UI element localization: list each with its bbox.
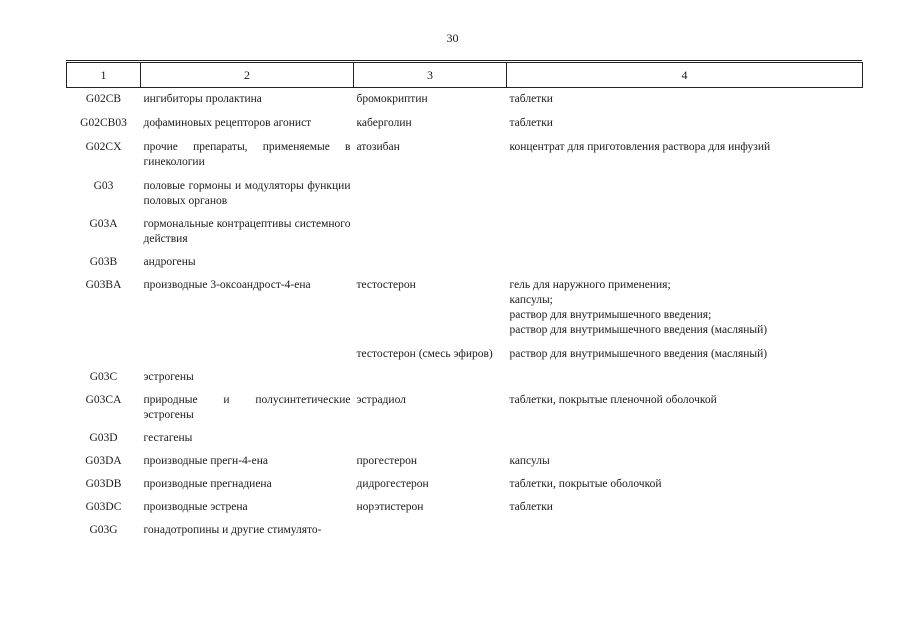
table-row xyxy=(67,107,863,131)
group-name: ингибиторы пролактина xyxy=(143,93,262,105)
table-row xyxy=(67,170,863,209)
substance-name: каберголин xyxy=(356,117,412,129)
dosage-forms xyxy=(507,469,863,492)
dosage-forms xyxy=(507,385,863,423)
dosage-form: таблетки, покрытые оболочкой xyxy=(509,478,662,490)
substance-name: тестостерон xyxy=(356,279,416,291)
table-row xyxy=(67,423,863,446)
table-row xyxy=(67,338,863,362)
dosage-forms xyxy=(507,270,863,338)
substance-name: бромокриптин xyxy=(356,93,428,105)
table-row xyxy=(67,131,863,170)
table-body xyxy=(67,88,863,539)
dosage-forms xyxy=(507,131,863,170)
column-header: 1 xyxy=(67,63,141,88)
group-name: производные прегнадиена xyxy=(143,478,272,490)
column-header: 2 xyxy=(141,63,354,88)
group-name: прочие препараты, применяемые в гинекологии xyxy=(143,141,351,168)
table-row xyxy=(67,446,863,469)
dosage-forms xyxy=(507,209,863,247)
dosage-form: гель для наружного применения; xyxy=(509,279,671,291)
table-row xyxy=(67,362,863,385)
substance-name xyxy=(354,209,507,247)
substance-name: эстрадиол xyxy=(356,394,406,406)
group-name: половые гормоны и модуляторы функции половых органов xyxy=(143,180,351,207)
group-name: дофаминовых рецепторов агонист xyxy=(143,117,312,129)
atc-code: G03B xyxy=(89,256,118,268)
group-name: производные прегн-4-ена xyxy=(143,455,268,467)
group-name xyxy=(141,338,354,362)
dosage-form: капсулы xyxy=(509,455,550,467)
table-row xyxy=(67,469,863,492)
atc-code: G03CA xyxy=(85,394,122,406)
atc-code: G03C xyxy=(89,371,118,383)
dosage-forms xyxy=(507,423,863,446)
dosage-form: таблетки xyxy=(509,93,553,105)
substance-name xyxy=(354,515,507,538)
substance-name xyxy=(354,423,507,446)
dosage-form: капсулы; xyxy=(509,294,553,306)
group-name: андрогены xyxy=(143,256,196,268)
atc-code: G03DB xyxy=(85,478,122,490)
dosage-forms xyxy=(507,515,863,538)
atc-code: G02CB xyxy=(85,93,122,105)
group-name: производные 3-оксоандрост-4-ена xyxy=(143,279,311,291)
dosage-forms xyxy=(507,247,863,270)
dosage-forms xyxy=(507,338,863,362)
table-row xyxy=(67,270,863,338)
medicines-table xyxy=(66,62,863,538)
atc-code: G03G xyxy=(89,524,118,536)
dosage-form: таблетки, покрытые пленочной оболочкой xyxy=(509,394,717,406)
dosage-forms xyxy=(507,446,863,469)
substance-name: дидрогестерон xyxy=(356,478,429,490)
table-row xyxy=(67,88,863,108)
atc-code: G03A xyxy=(89,218,118,230)
group-name: гормональные контрацептивы системного действия xyxy=(143,218,351,245)
group-name: эстрогены xyxy=(143,371,194,383)
atc-code: G02CB03 xyxy=(80,117,127,129)
substance-name: норэтистерон xyxy=(356,501,424,513)
page-number: 30 xyxy=(446,31,459,45)
top-rule xyxy=(66,60,862,61)
atc-code: G03BA xyxy=(85,279,122,291)
substance-name: прогестерон xyxy=(356,455,417,467)
atc-code: G03DA xyxy=(85,455,122,467)
atc-code: G03D xyxy=(89,432,118,444)
dosage-form: раствор для внутримышечного введения (масляный) xyxy=(509,348,768,360)
group-name: гестагены xyxy=(143,432,193,444)
dosage-forms xyxy=(507,362,863,385)
column-header: 3 xyxy=(354,63,507,88)
table-row xyxy=(67,492,863,515)
dosage-form: раствор для внутримышечного введения; xyxy=(509,309,712,321)
dosage-form: таблетки xyxy=(509,501,553,513)
atc-code: G03DC xyxy=(85,501,122,513)
atc-code xyxy=(67,338,141,362)
group-name: природные и полусинтетические эстрогены xyxy=(143,394,351,421)
dosage-forms xyxy=(507,107,863,131)
substance-name xyxy=(354,247,507,270)
dosage-form: концентрат для приготовления раствора для инфузий xyxy=(509,141,771,153)
substance-name xyxy=(354,170,507,209)
substance-name: тестостерон (смесь эфиров) xyxy=(356,348,493,360)
dosage-form: раствор для внутримышечного введения (масляный) xyxy=(509,324,768,336)
table-row xyxy=(67,515,863,538)
dosage-forms xyxy=(507,170,863,209)
table-row xyxy=(67,385,863,423)
group-name: производные эстрена xyxy=(143,501,248,513)
atc-code: G03 xyxy=(93,180,114,192)
substance-name: атозибан xyxy=(356,141,400,153)
substance-name xyxy=(354,362,507,385)
table-row xyxy=(67,247,863,270)
table-header-row xyxy=(67,63,863,88)
group-name: гонадотропины и другие стимулято- xyxy=(143,524,322,536)
dosage-forms xyxy=(507,492,863,515)
column-header: 4 xyxy=(507,63,863,88)
dosage-form: таблетки xyxy=(509,117,553,129)
dosage-forms xyxy=(507,88,863,108)
table-row xyxy=(67,209,863,247)
atc-code: G02CX xyxy=(85,141,122,153)
